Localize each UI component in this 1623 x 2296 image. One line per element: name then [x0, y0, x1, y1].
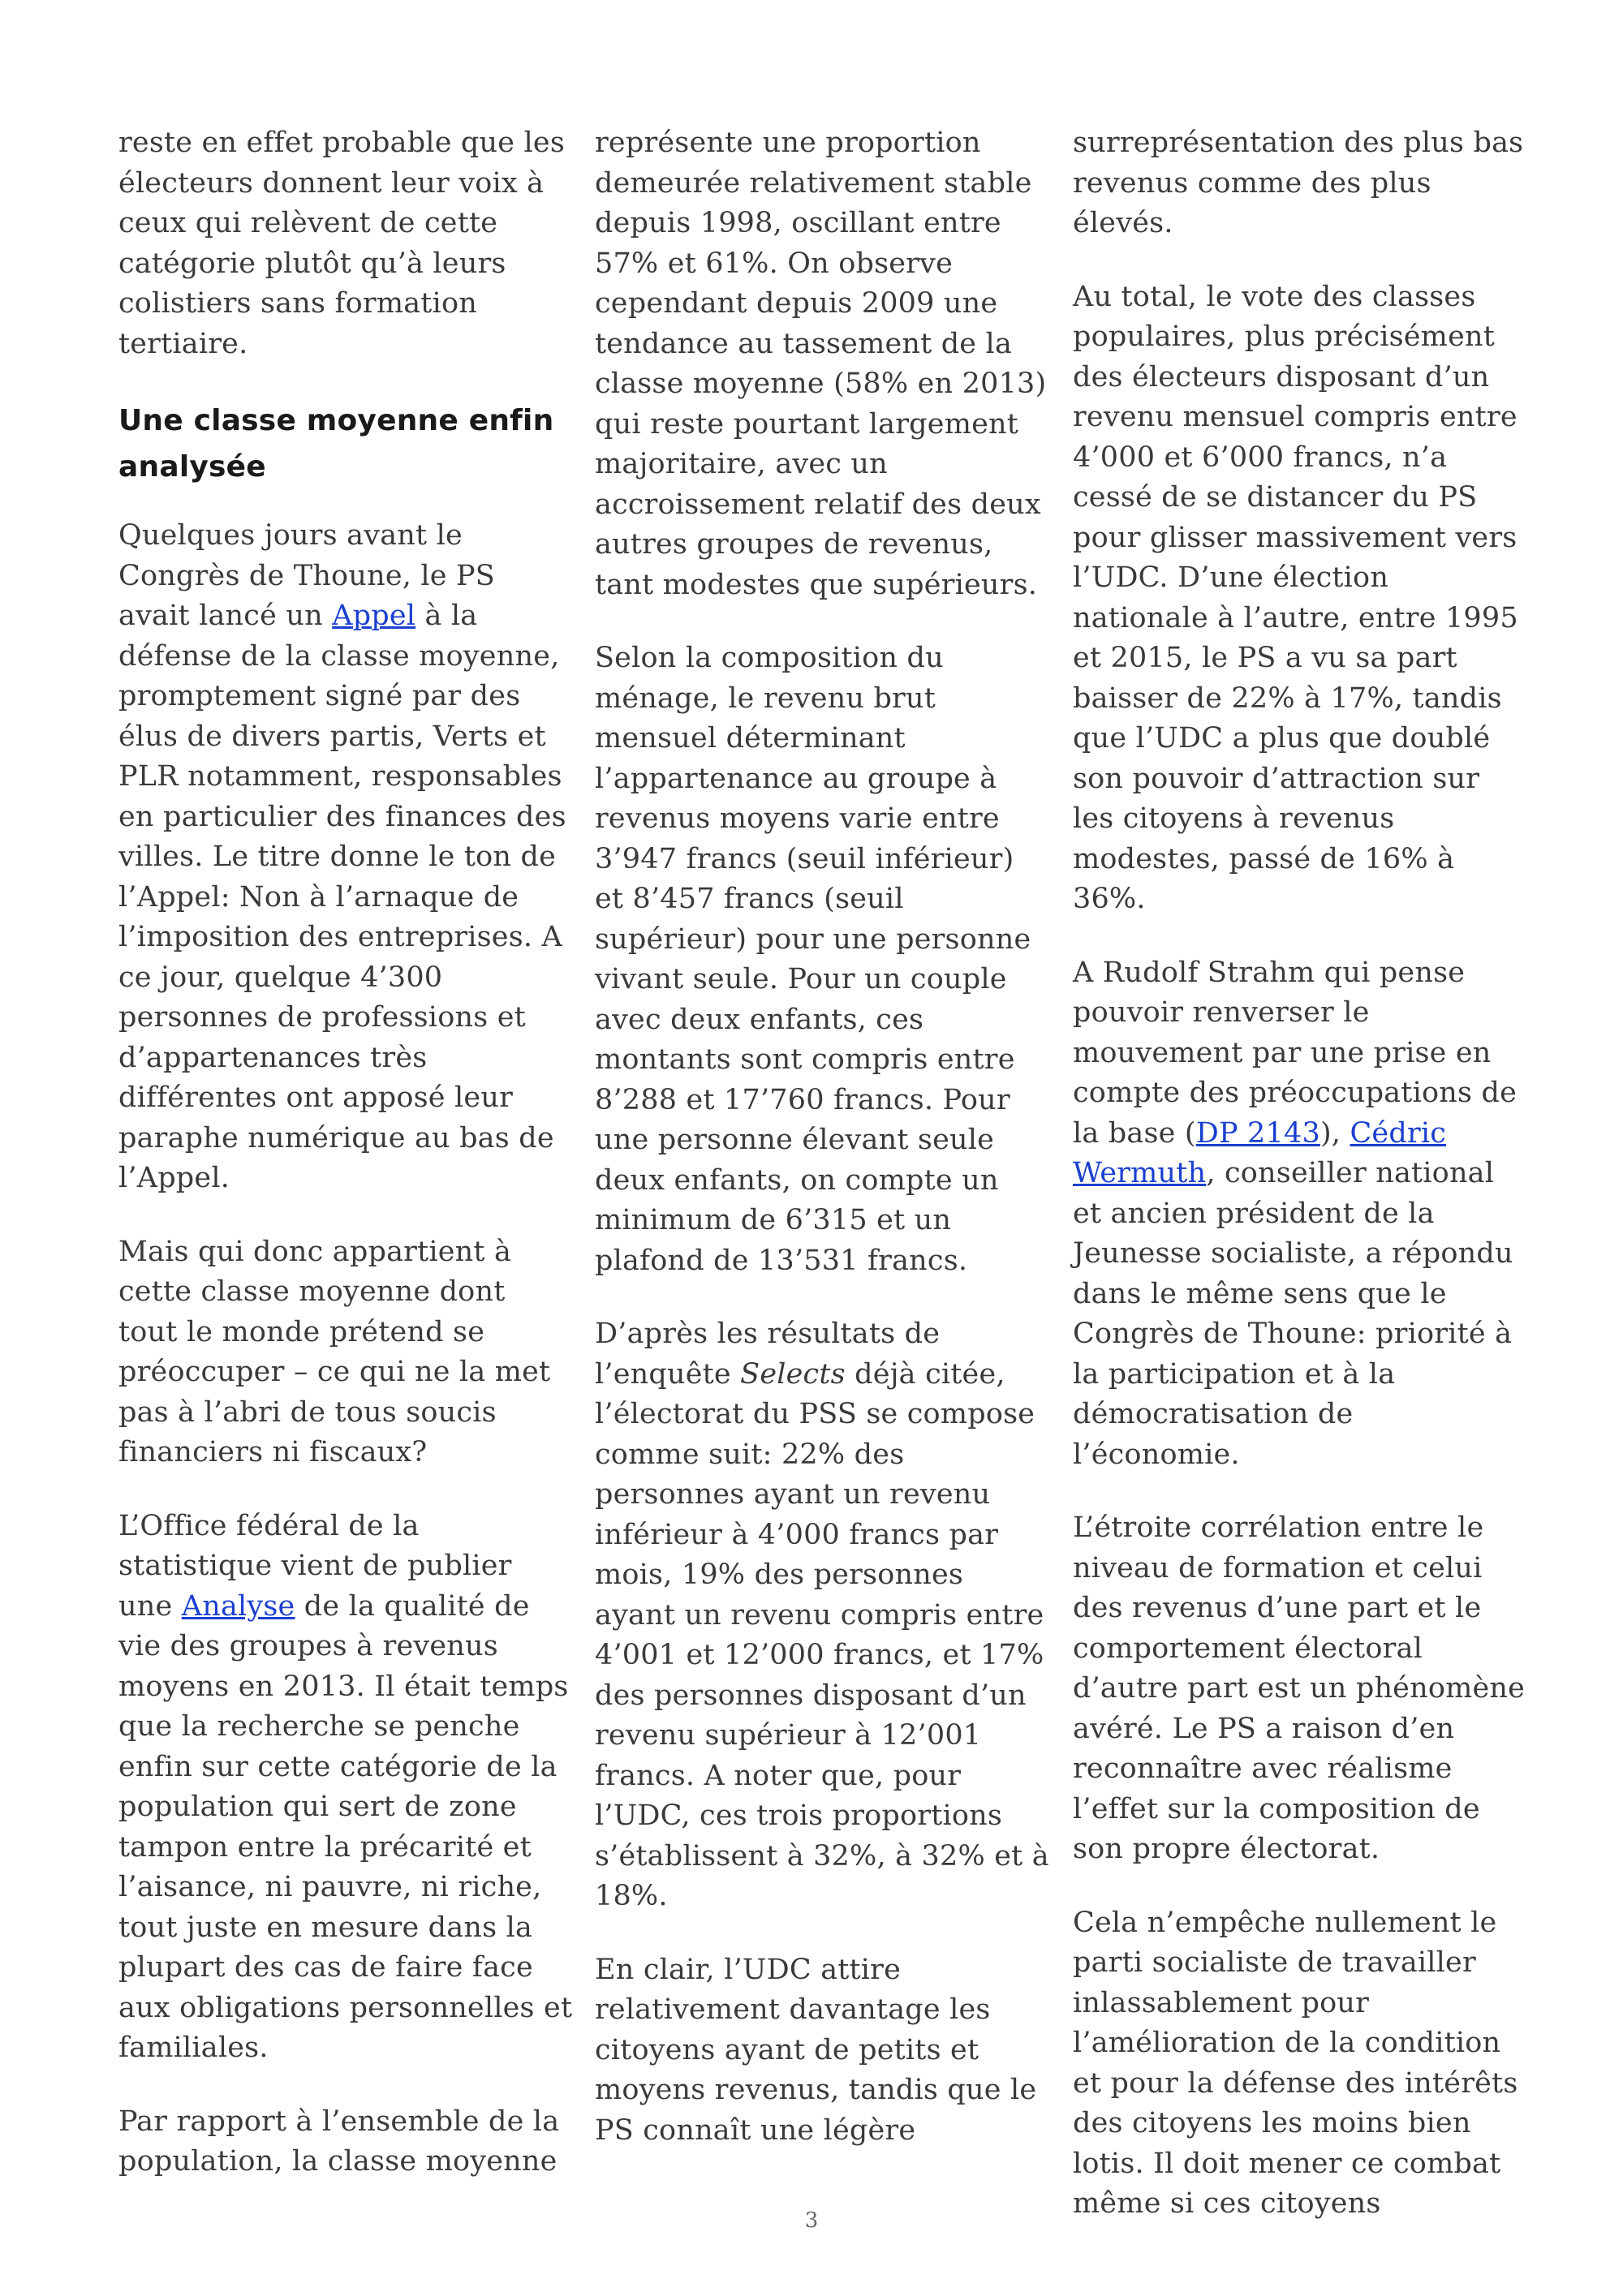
page-number: 3 [804, 2208, 819, 2233]
dp-2143-link[interactable]: DP 2143 [1195, 1116, 1320, 1150]
text-column-3 [1073, 123, 1527, 2258]
paragraph: représente une proportion demeurée relativement stable depuis 1998, oscillant entre 57% et 61%. On observe cependant depuis 2009 une tendance au tassement de la classe moyenne (58% en 2013) qui reste pourtant largement majoritaire, avec un accroissement relatif des deux autres groupes de revenus, tant modestes que supérieurs. [595, 127, 1047, 601]
paragraph: Mais qui donc appartient à cette classe moyenne dont tout le monde prétend se préoccuper – ce qui ne la met pas à l’abri de tous soucis financiers ni fiscaux? [118, 1235, 551, 1468]
cedric-wermuth-link[interactable]: Cédric Wermuth [1073, 1116, 1447, 1189]
paragraph: reste en effet probable que les électeurs donnent leur voix à ceux qui relèvent de cette catégorie plutôt qu’à leurs colistiers sans formation tertiaire. [118, 127, 565, 360]
appel-link[interactable]: Appel [332, 600, 416, 632]
paragraph: A Rudolf Strahm qui pense pouvoir renverser le mouvement par une prise en compte des préoccupations de la base (DP 2143), Cédric Wermuth, conseiller national et ancien président de la Jeunesse socialiste, a répondu dans le même sens que le Congrès de Thoune: priorité à la participation et à la démocratisation de l’économie. [1073, 956, 1517, 1471]
paragraph: En clair, l’UDC attire relativement davantage les citoyens ayant de petits et moyens revenus, tandis que le PS connaît une légère [595, 1953, 1037, 2147]
text-column-1 [118, 123, 573, 2216]
paragraph: L’Office fédéral de la statistique vient de publier une Analyse de la qualité de vie des groupes à revenus moyens en 2013. Il était temps que la recherche se penche enfin sur cette catégorie de la population qui sert de zone tampon entre la précarité et l’aisance, ni pauvre, ni riche, tout juste en mesure dans la plupart des cas de faire face aux obligations personnelles et familiales. [118, 1509, 573, 2064]
paragraph: Au total, le vote des classes populaires, plus précisément des électeurs disposant d’un revenu mensuel compris entre 4’000 et 6’000 francs, n’a cessé de se distancer du PS pour glisser massivement vers l’UDC. D’une élection nationale à l’autre, entre 1995 et 2015, le PS a vu sa part baisser de 22% à 17%, tandis que l’UDC a plus que doublé son pouvoir d’attraction sur les citoyens à revenus modestes, passé de 16% à 36%. [1073, 280, 1518, 915]
paragraph: Par rapport à l’ensemble de la population, la classe moyenne [118, 2105, 560, 2178]
survey-name: Selects [740, 1357, 846, 1391]
paragraph: surreprésentation des plus bas revenus comme des plus élevés. [1073, 127, 1524, 239]
text-column-2 [595, 123, 1049, 2184]
section-heading: Une classe moyenne enfin analysée [118, 404, 554, 484]
paragraph: Selon la composition du ménage, le revenu brut mensuel déterminant l’appartenance au groupe à revenus moyens varie entre 3’947 francs (seuil inférieur) et 8’457 francs (seuil supérieur) pour une personne vivant seule. Pour un couple avec deux enfants, ces montants sont compris entre 8’288 et 17’760 francs. Pour une personne élevant seule deux enfants, on compte un minimum de 6’315 et un plafond de 13’531 francs. [595, 642, 1031, 1277]
paragraph: Cela n’empêche nullement le parti socialiste de travailler inlassablement pour l’amélioration de la condition et pour la défense des intérêts des citoyens les moins bien lotis. Il doit mener ce combat même si ces citoyens [1073, 1906, 1518, 2220]
paragraph: D’après les résultats de l’enquête Selects déjà citée, l’électorat du PSS se compose comme suit: 22% des personnes ayant un revenu inférieur à 4’000 francs par mois, 19% des personnes ayant un revenu compris entre 4’001 et 12’000 francs, et 17% des personnes disposant d’un revenu supérieur à 12’001 francs. A noter que, pour l’UDC, ces trois proportions s’établissent à 32%, à 32% et à 18%. [595, 1318, 1049, 1912]
paragraph: L’étroite corrélation entre le niveau de formation et celui des revenus d’une part et le comportement électoral d’autre part est un phénomène avéré. Le PS a raison d’en reconnaître avec réalisme l’effet sur la composition de son propre électorat. [1073, 1511, 1526, 1865]
paragraph: Quelques jours avant le Congrès de Thoune, le PS avait lancé un Appel à la défense de la classe moyenne, promptement signé par des élus de divers partis, Verts et PLR notamment, responsables en particulier des finances des villes. Le titre donne le ton de l’Appel: Non à l’arnaque de l’imposition des entreprises. A ce jour, quelque 4’300 personnes de professions et d’appartenances très différentes ont apposé leur paraphe numérique au bas de l’Appel. [118, 519, 566, 1194]
analyse-link[interactable]: Analyse [181, 1589, 295, 1623]
